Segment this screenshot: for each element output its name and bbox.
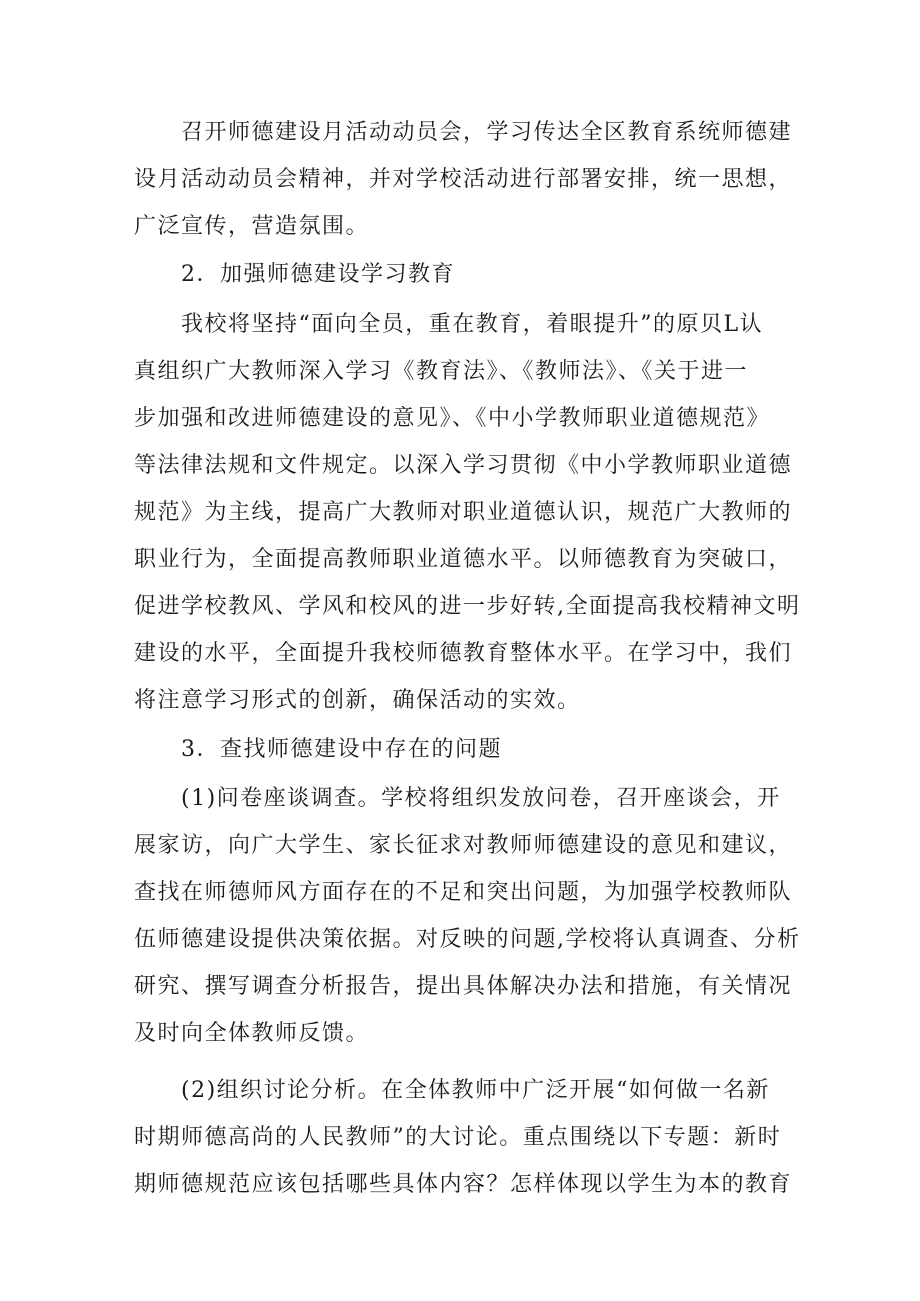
text-line: 召开师德建设月活动动员会，学习传达全区教育系统师德建 [134,120,793,145]
text-line: 展家访，向广大学生、家长征求对教师师德建设的意见和建议， [134,833,793,858]
text-line: 真组织广大教师深入学习《教育法》、《教师法》、《关于进一 [134,359,749,384]
text-line: 建设的水平，全面提升我校师德教育整体水平。在学习中，我们 [134,641,793,666]
text-line: 设月活动动员会精神，并对学校活动进行部署安排，统一思想， [134,167,793,192]
text-line: (1)问卷座谈调查。学校将组织发放问卷，召开座谈会，开 [134,786,781,811]
text-line: 规范》为主线，提高广大教师对职业道德认识，规范广大教师的 [134,500,793,525]
text-line: 促进学校教风、学风和校风的进一步好转,全面提高我校精神文明 [134,594,801,619]
text-line: (2)组织讨论分析。在全体教师中广泛开展“如何做一名新 [134,1078,770,1103]
text-line: 步加强和改进师德建设的意见》、《中小学教师职业道德规范》 [134,406,771,431]
text-line: 查找在师德师风方面存在的不足和突出问题，为加强学校教师队 [134,880,793,905]
text-line: 期师德规范应该包括哪些具体内容？怎样体现以学生为本的教育 [134,1172,793,1197]
text-line: 伍师德建设提供决策依据。对反映的问题,学校将认真调查、分析 [134,927,801,952]
text-line: 等法律法规和文件规定。以深入学习贯彻《中小学教师职业道德 [134,453,793,478]
section-heading: 3．查找师德建设中存在的问题 [134,737,502,762]
text-line: 职业行为，全面提高教师职业道德水平。以师德教育为突破口， [134,547,793,572]
text-line: 研究、撰写调查分析报告，提出具体解决办法和措施，有关情况 [134,974,793,999]
text-line: 及时向全体教师反馈。 [134,1021,370,1046]
section-heading: 2．加强师德建设学习教育 [134,262,455,287]
text-line: 时期师德高尚的人民教师”的大讨论。重点围绕以下专题：新时 [134,1125,782,1150]
text-line: 我校将坚持“面向全员，重在教育，着眼提升”的原贝L认 [134,312,764,337]
text-line: 广泛宣传，营造氛围。 [134,214,370,239]
text-line: 将注意学习形式的创新，确保活动的实效。 [134,688,581,713]
